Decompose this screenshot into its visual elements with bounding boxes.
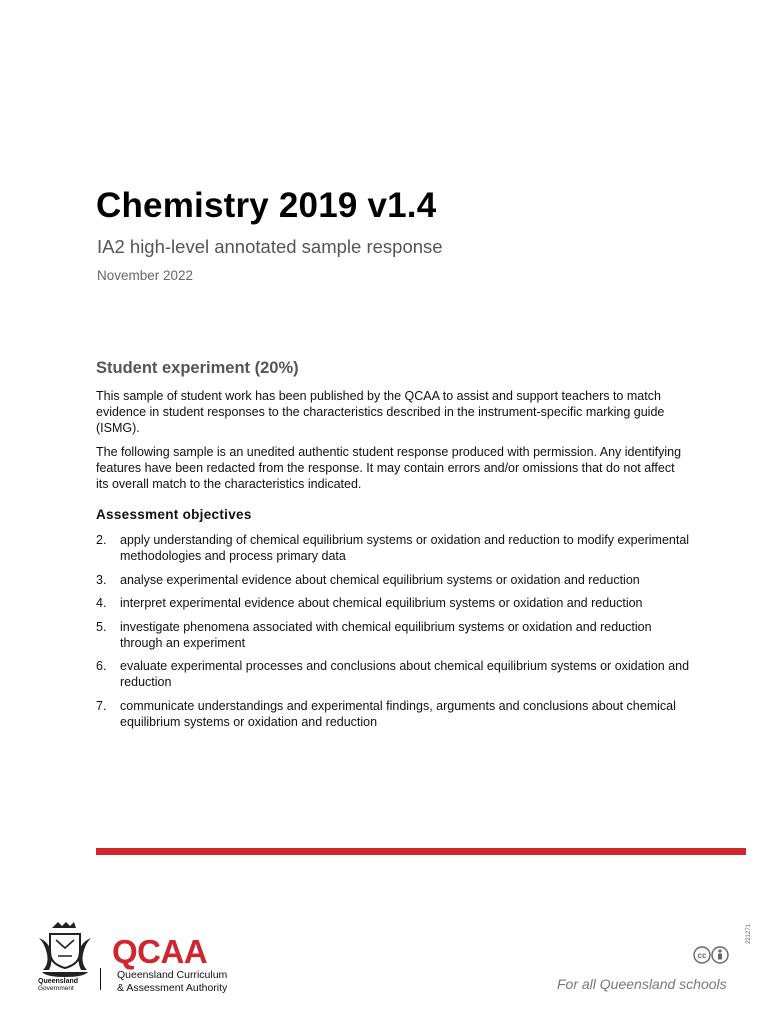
- footer-divider: [100, 968, 101, 990]
- permission-paragraph: The following sample is an unedited authentic student response produced with permission. Any identifying features have been redacted from the response. It may contain errors and/or omissions that do not affect its overall match to the characteristics indicated.: [96, 445, 682, 491]
- assessment-objectives-heading: Assessment objectives: [96, 507, 252, 522]
- objective-number: 5.: [96, 619, 107, 634]
- tagline: For all Queensland schools: [557, 976, 727, 992]
- objective-item: [96, 619, 696, 651]
- org-name-line2: & Assessment Authority: [117, 982, 228, 994]
- gov-line2: Government: [38, 985, 74, 990]
- qcaa-logo: QCAA: [112, 933, 208, 970]
- document-title: Chemistry 2019 v1.4: [96, 186, 437, 225]
- attribution-icon: [712, 947, 728, 963]
- objective-number: 3.: [96, 572, 107, 587]
- document-subtitle: IA2 high-level annotated sample response: [97, 236, 443, 257]
- document-code: 221271: [746, 923, 752, 944]
- red-divider: [96, 848, 746, 855]
- objective-text: communicate understandings and experimental findings, arguments and conclusions about chemical equilibrium systems or oxidation and reduction: [120, 698, 676, 729]
- org-name-line1: Queensland Curriculum: [117, 969, 228, 981]
- intro-paragraph: This sample of student work has been published by the QCAA to assist and support teachers to match evidence in student responses to the characteristics described in the instrument-specific marking guide (ISMG).: [96, 389, 665, 435]
- objective-item: [96, 532, 696, 564]
- objective-text: investigate phenomena associated with chemical equilibrium systems or oxidation and reduction through an experiment: [120, 619, 652, 650]
- objective-text: apply understanding of chemical equilibrium systems or oxidation and reduction to modify experimental methodologies and process primary data: [120, 533, 690, 563]
- objective-item: [96, 698, 696, 730]
- objective-item: [96, 658, 696, 690]
- objective-number: 4.: [96, 596, 107, 611]
- queensland-government-crest-icon: [36, 920, 94, 990]
- cc-mark: cc: [697, 951, 707, 960]
- document-date: November 2022: [97, 268, 194, 283]
- objective-number: 6.: [96, 659, 107, 674]
- objective-text: interpret experimental evidence about chemical equilibrium systems or oxidation and reduction: [120, 596, 643, 611]
- objective-text: analyse experimental evidence about chemical equilibrium systems or oxidation and reduction: [120, 572, 640, 587]
- objective-item: [96, 595, 696, 611]
- assessment-objectives-list: [96, 532, 696, 738]
- objective-number: 2.: [96, 533, 107, 547]
- objective-item: [96, 572, 696, 588]
- creative-commons-icon: [693, 945, 733, 965]
- objective-number: 7.: [96, 698, 107, 713]
- gov-line1: Queensland: [38, 978, 79, 985]
- objective-text: evaluate experimental processes and conclusions about chemical equilibrium systems or oxidation and reduction: [120, 659, 690, 690]
- section-heading: Student experiment (20%): [96, 359, 299, 377]
